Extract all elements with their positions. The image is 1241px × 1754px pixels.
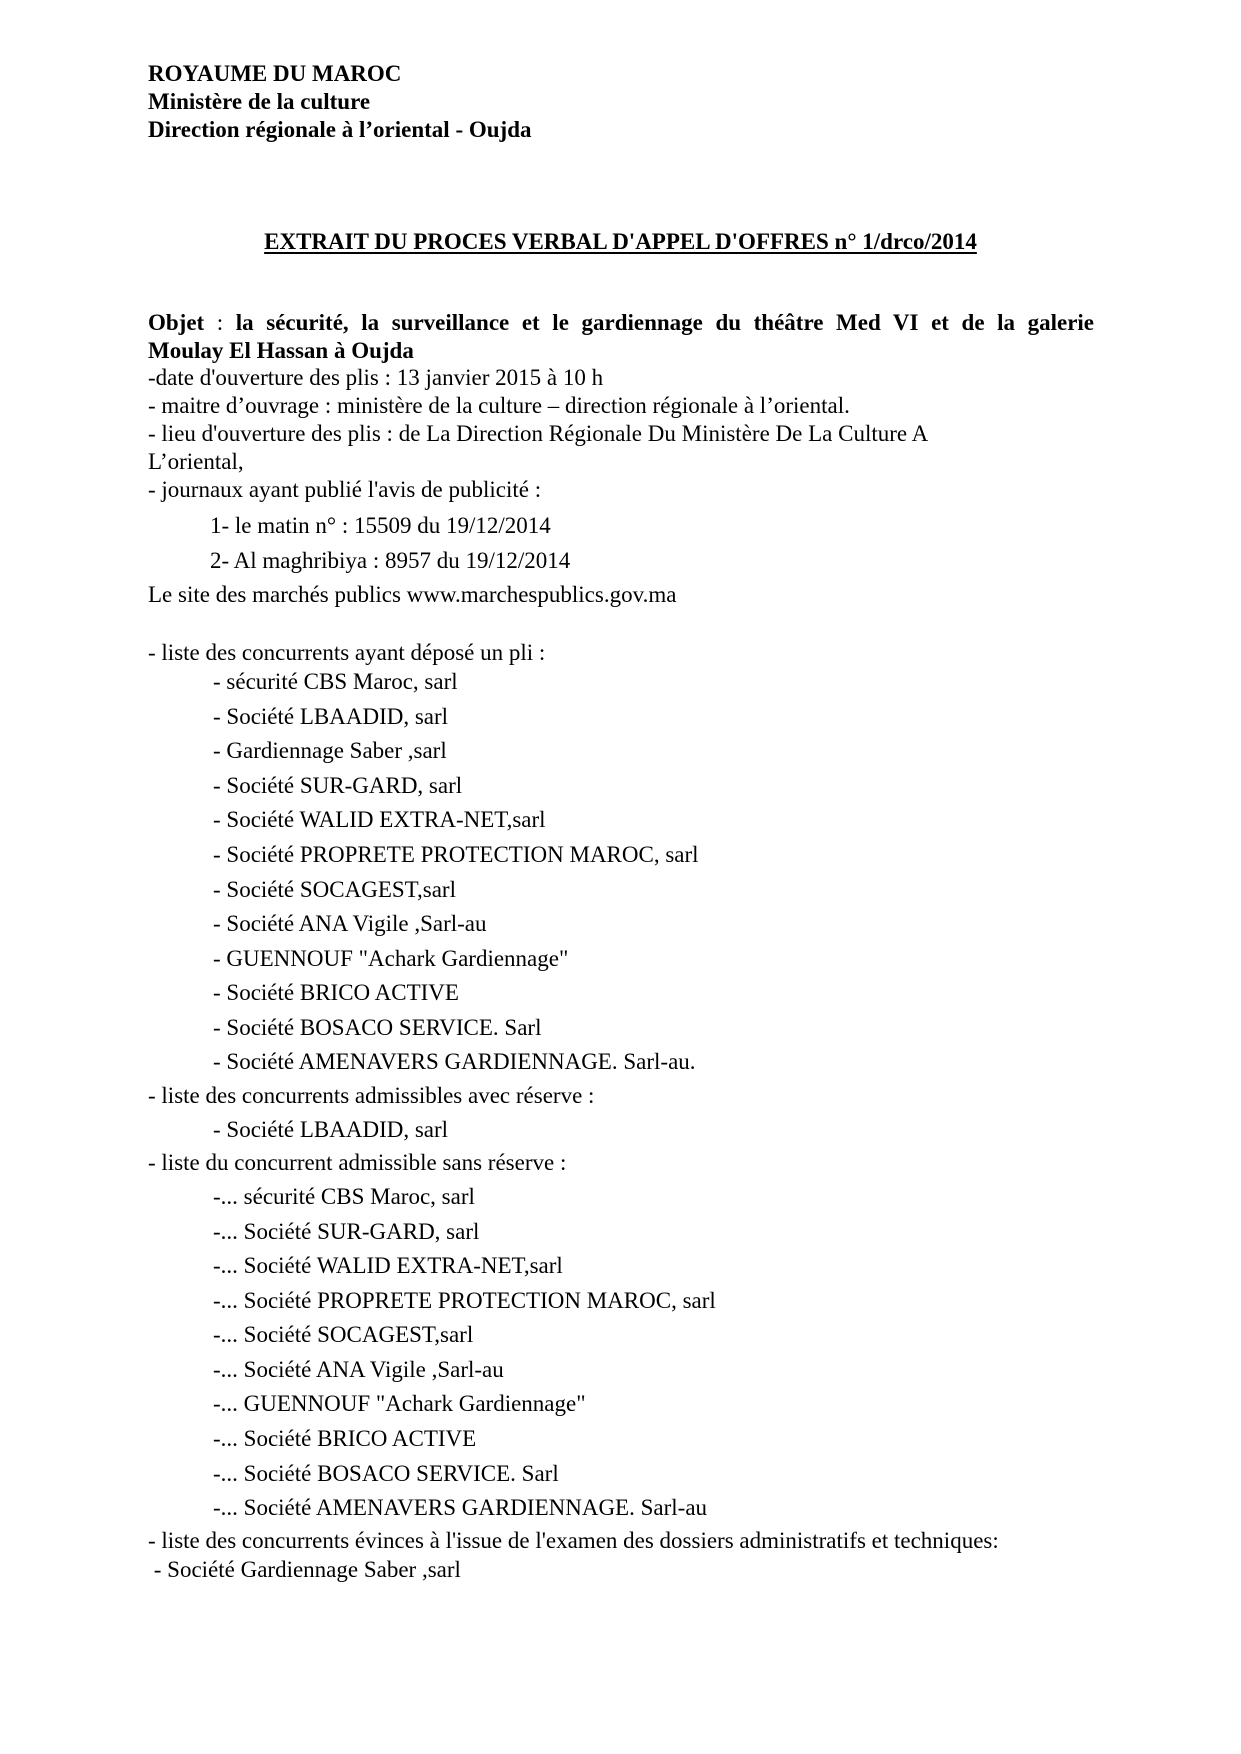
objet-line-2: Moulay El Hassan à Oujda (148, 338, 414, 363)
journal-item: 2- Al maghribiya : 8957 du 19/12/2014 (210, 548, 571, 573)
header-kingdom: ROYAUME DU MAROC (148, 61, 402, 86)
list-item: -... Société PROPRETE PROTECTION MAROC, sarl (213, 1288, 716, 1313)
list-item: -... Société ANA Vigile ,Sarl-au (213, 1357, 504, 1382)
site-marches-publics: Le site des marchés publics www.marchespublics.gov.ma (148, 582, 677, 607)
maitre-ouvrage: - maitre d’ouvrage : ministère de la culture – direction régionale à l’oriental. (148, 393, 850, 418)
objet-text-1: la sécurité, la surveillance et le gardiennage du théâtre Med VI et de la galerie (235, 310, 1094, 335)
list-item: -... Société AMENAVERS GARDIENNAGE. Sarl-au (213, 1495, 708, 1520)
lieu-ouverture-1: - lieu d'ouverture des plis : de La Direction Régionale Du Ministère De La Culture A (148, 421, 929, 446)
list-item: - Société ANA Vigile ,Sarl-au (213, 911, 487, 936)
objet-separator: : (204, 310, 236, 335)
document-title: EXTRAIT DU PROCES VERBAL D'APPEL D'OFFRES n° 1/drco/2014 (264, 229, 977, 254)
list-item: - Société LBAADID, sarl (213, 1117, 449, 1142)
list-item: - Société SUR-GARD, sarl (213, 773, 463, 798)
list-item: -... Société SOCAGEST,sarl (213, 1322, 474, 1347)
date-ouverture: -date d'ouverture des plis : 13 janvier 2015 à 10 h (148, 365, 604, 390)
list-item: -... Société SUR-GARD, sarl (213, 1219, 480, 1244)
list-item: - GUENNOUF "Achark Gardiennage" (213, 946, 569, 971)
list-item: -... GUENNOUF "Achark Gardiennage" (213, 1391, 586, 1416)
list-item: -... Société BOSACO SERVICE. Sarl (213, 1461, 559, 1486)
header-ministry: Ministère de la culture (148, 89, 371, 114)
list-item: - Société LBAADID, sarl (213, 704, 449, 729)
objet-label: Objet (148, 310, 205, 335)
objet-line-1 (148, 309, 1094, 337)
list-item: - Société PROPRETE PROTECTION MAROC, sarl (213, 842, 699, 867)
admissibles-reserve-label: - liste des concurrents admissibles avec réserve : (148, 1083, 595, 1108)
list-item: - sécurité CBS Maroc, sarl (213, 669, 458, 694)
header-direction: Direction régionale à l’oriental - Oujda (148, 117, 532, 142)
list-item: - Société SOCAGEST,sarl (213, 877, 456, 902)
list-item: - Société BRICO ACTIVE (213, 980, 459, 1005)
admissibles-sans-reserve-label: - liste du concurrent admissible sans réserve : (148, 1150, 567, 1175)
list-item: -... Société WALID EXTRA-NET,sarl (213, 1253, 563, 1278)
list-item: - Gardiennage Saber ,sarl (213, 738, 447, 763)
list-item: - Société WALID EXTRA-NET,sarl (213, 807, 546, 832)
journaux-label: - journaux ayant publié l'avis de publicité : (148, 477, 542, 502)
evinces-label: - liste des concurrents évinces à l'issue de l'examen des dossiers administratifs et techniques: (148, 1528, 999, 1553)
lieu-ouverture-2: L’oriental, (148, 449, 244, 474)
deposants-label: - liste des concurrents ayant déposé un pli : (148, 640, 546, 665)
list-item: - Société AMENAVERS GARDIENNAGE. Sarl-au. (213, 1049, 696, 1074)
list-item: -... sécurité CBS Maroc, sarl (213, 1184, 475, 1209)
list-item: - Société BOSACO SERVICE. Sarl (213, 1015, 542, 1040)
list-item: -... Société BRICO ACTIVE (213, 1426, 477, 1451)
journal-item: 1- le matin n° : 15509 du 19/12/2014 (210, 513, 551, 538)
list-item: - Société Gardiennage Saber ,sarl (148, 1557, 461, 1582)
